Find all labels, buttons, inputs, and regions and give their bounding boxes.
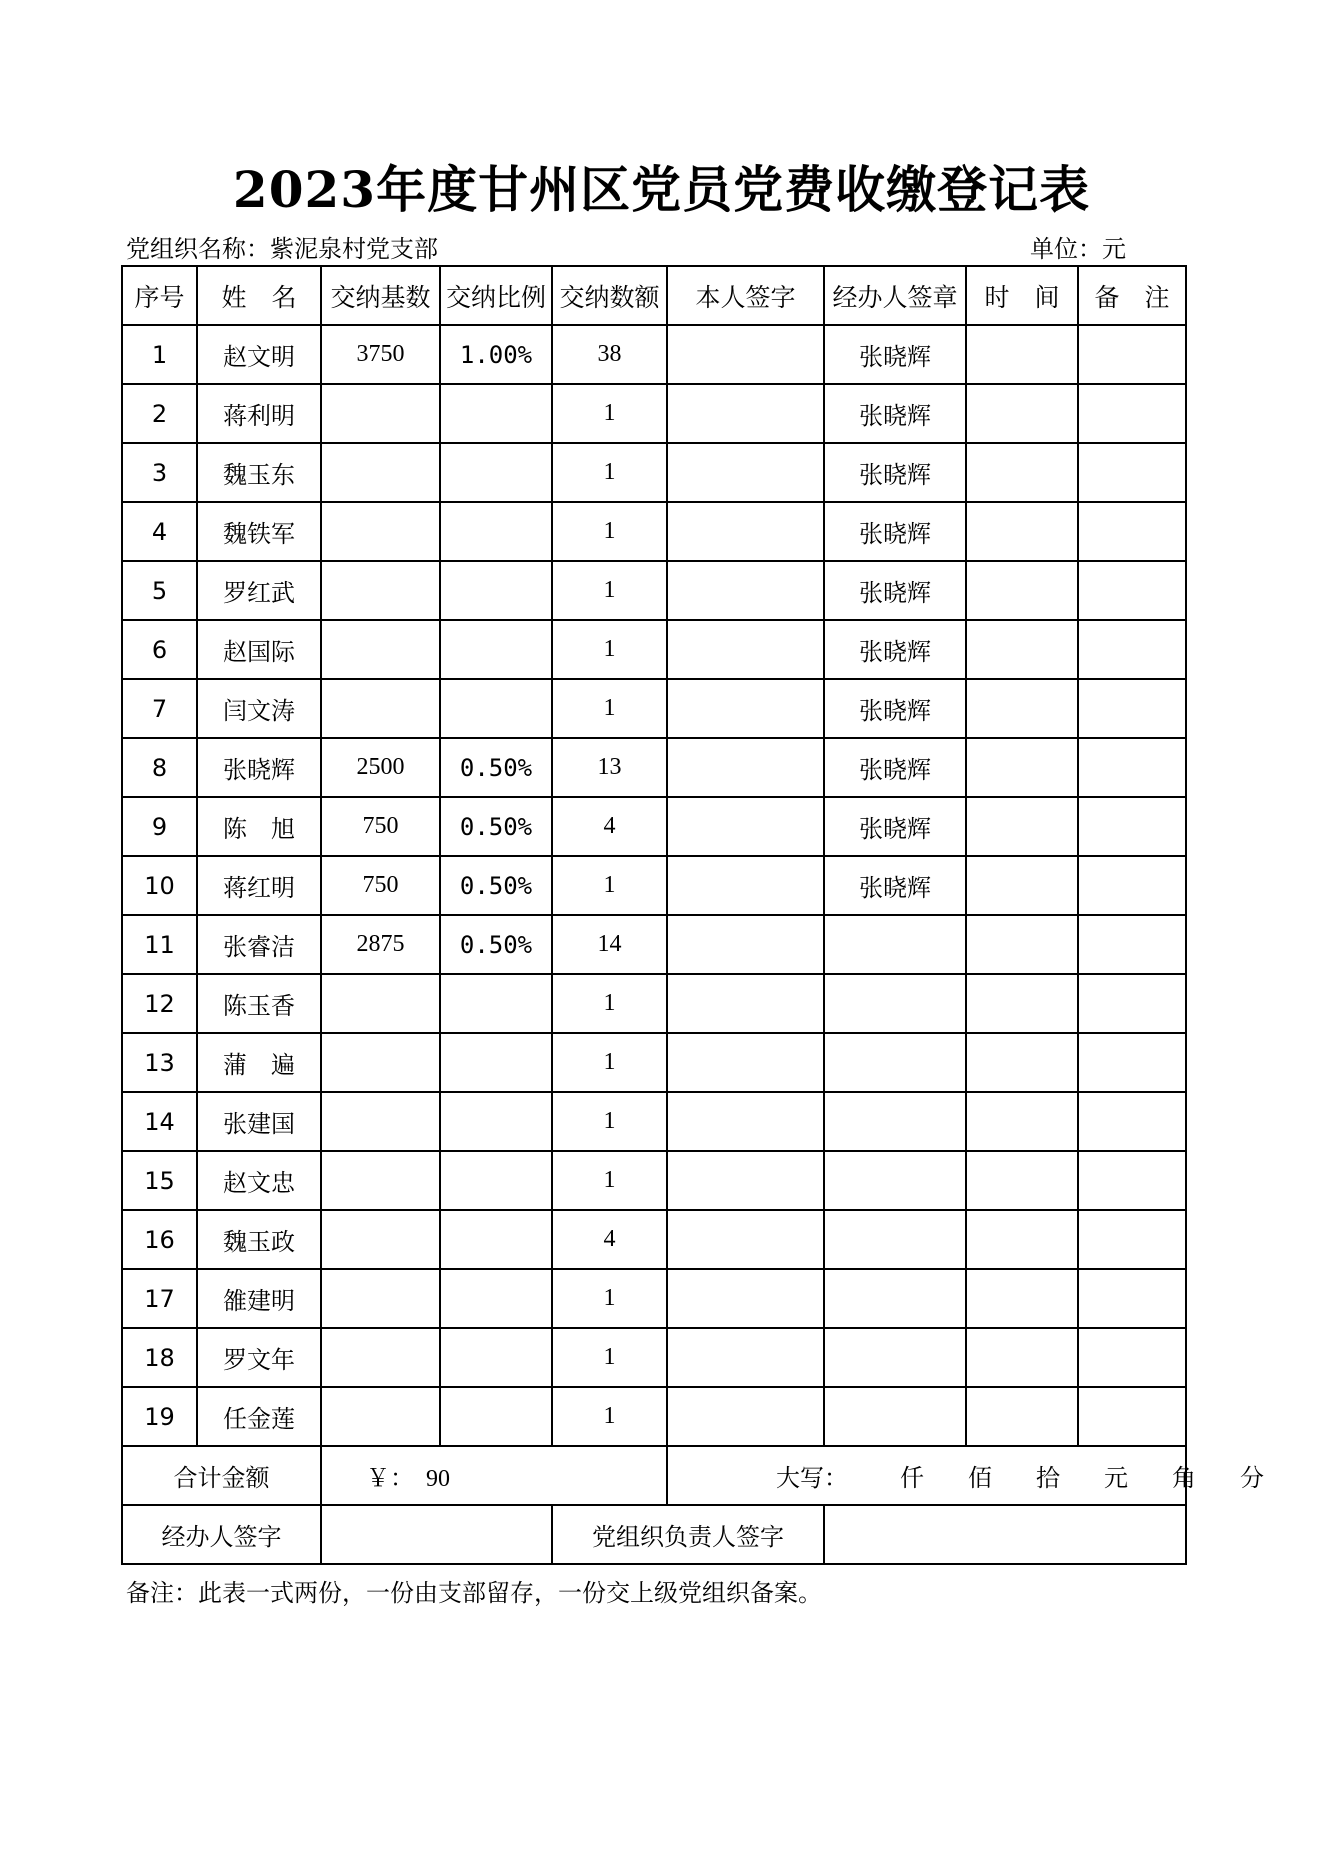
cell-index: 12 bbox=[122, 974, 197, 1033]
cell-remark[interactable] bbox=[1078, 738, 1186, 797]
cell-amount: 1 bbox=[552, 384, 667, 443]
cell-handler bbox=[824, 1269, 966, 1328]
cell-index: 4 bbox=[122, 502, 197, 561]
cell-remark[interactable] bbox=[1078, 1328, 1186, 1387]
cell-amount: 1 bbox=[552, 974, 667, 1033]
cell-time[interactable] bbox=[966, 856, 1078, 915]
cell-time[interactable] bbox=[966, 561, 1078, 620]
cell-amount: 1 bbox=[552, 502, 667, 561]
table-row bbox=[122, 1328, 1186, 1387]
cell-amount: 1 bbox=[552, 679, 667, 738]
cell-time[interactable] bbox=[966, 738, 1078, 797]
table-row bbox=[122, 974, 1186, 1033]
cell-ratio bbox=[440, 1033, 552, 1092]
cell-time[interactable] bbox=[966, 1033, 1078, 1092]
cell-base: 3750 bbox=[321, 325, 440, 384]
footnote: 备注：此表一式两份，一份由支部留存，一份交上级党组织备案。 bbox=[126, 1581, 822, 1607]
cell-time[interactable] bbox=[966, 443, 1078, 502]
cell-amount: 1 bbox=[552, 443, 667, 502]
cell-remark[interactable] bbox=[1078, 502, 1186, 561]
cell-remark[interactable] bbox=[1078, 797, 1186, 856]
cell-self-sign[interactable] bbox=[667, 1151, 824, 1210]
cell-ratio bbox=[440, 1387, 552, 1446]
cell-self-sign[interactable] bbox=[667, 1387, 824, 1446]
cell-ratio bbox=[440, 443, 552, 502]
cell-name: 张睿洁 bbox=[197, 915, 321, 974]
cell-index: 5 bbox=[122, 561, 197, 620]
total-daxie bbox=[667, 1446, 1264, 1505]
cell-amount: 1 bbox=[552, 1151, 667, 1210]
leader-signature-label: 党组织负责人签字 bbox=[552, 1505, 824, 1564]
table-row bbox=[122, 384, 1186, 443]
cell-self-sign[interactable] bbox=[667, 384, 824, 443]
cell-handler: 张晓辉 bbox=[824, 384, 966, 443]
cell-self-sign[interactable] bbox=[667, 502, 824, 561]
cell-name: 陈 旭 bbox=[197, 797, 321, 856]
cell-self-sign[interactable] bbox=[667, 1210, 824, 1269]
cell-remark[interactable] bbox=[1078, 1092, 1186, 1151]
cell-amount: 1 bbox=[552, 1092, 667, 1151]
cell-self-sign[interactable] bbox=[667, 1269, 824, 1328]
cell-base bbox=[321, 443, 440, 502]
cell-handler: 张晓辉 bbox=[824, 738, 966, 797]
cell-index: 15 bbox=[122, 1151, 197, 1210]
cell-amount: 1 bbox=[552, 1269, 667, 1328]
cell-base bbox=[321, 1210, 440, 1269]
header-index: 序号 bbox=[122, 266, 197, 325]
cell-remark[interactable] bbox=[1078, 443, 1186, 502]
cell-amount: 4 bbox=[552, 797, 667, 856]
daxie-unit: 元 bbox=[1104, 1466, 1128, 1492]
cell-time[interactable] bbox=[966, 502, 1078, 561]
cell-amount: 1 bbox=[552, 1033, 667, 1092]
cell-self-sign[interactable] bbox=[667, 1092, 824, 1151]
cell-name: 罗文年 bbox=[197, 1328, 321, 1387]
cell-self-sign[interactable] bbox=[667, 679, 824, 738]
daxie-units bbox=[848, 1466, 1286, 1492]
cell-ratio bbox=[440, 1092, 552, 1151]
cell-base bbox=[321, 1092, 440, 1151]
cell-ratio bbox=[440, 1269, 552, 1328]
cell-name: 张建国 bbox=[197, 1092, 321, 1151]
cell-ratio bbox=[440, 384, 552, 443]
cell-name: 魏玉东 bbox=[197, 443, 321, 502]
cell-base: 750 bbox=[321, 797, 440, 856]
table-row bbox=[122, 561, 1186, 620]
daxie-unit: 分 bbox=[1240, 1466, 1264, 1492]
cell-amount: 4 bbox=[552, 1210, 667, 1269]
cell-base bbox=[321, 974, 440, 1033]
cell-name: 任金莲 bbox=[197, 1387, 321, 1446]
table-row bbox=[122, 797, 1186, 856]
cell-handler bbox=[824, 1328, 966, 1387]
table-row bbox=[122, 1033, 1186, 1092]
table-row bbox=[122, 1151, 1186, 1210]
cell-base bbox=[321, 561, 440, 620]
cell-time[interactable] bbox=[966, 1092, 1078, 1151]
cell-self-sign[interactable] bbox=[667, 915, 824, 974]
cell-ratio bbox=[440, 679, 552, 738]
cell-name: 魏铁军 bbox=[197, 502, 321, 561]
cell-handler: 张晓辉 bbox=[824, 443, 966, 502]
cell-handler bbox=[824, 1210, 966, 1269]
header-remark: 备 注 bbox=[1078, 266, 1186, 325]
header-self-sign: 本人签字 bbox=[667, 266, 824, 325]
daxie-unit: 仟 bbox=[900, 1466, 924, 1492]
header-handler-stamp: 经办人签章 bbox=[824, 266, 966, 325]
cell-name: 赵文忠 bbox=[197, 1151, 321, 1210]
cell-handler: 张晓辉 bbox=[824, 797, 966, 856]
cell-ratio bbox=[440, 502, 552, 561]
table-row bbox=[122, 443, 1186, 502]
cell-remark[interactable] bbox=[1078, 679, 1186, 738]
org-name-label: 党组织名称：紫泥泉村党支部 bbox=[126, 235, 438, 263]
cell-index: 19 bbox=[122, 1387, 197, 1446]
cell-handler: 张晓辉 bbox=[824, 620, 966, 679]
cell-ratio bbox=[440, 974, 552, 1033]
cell-remark[interactable] bbox=[1078, 620, 1186, 679]
table-row bbox=[122, 856, 1186, 915]
cell-remark[interactable] bbox=[1078, 384, 1186, 443]
cell-name: 蒋红明 bbox=[197, 856, 321, 915]
cell-handler: 张晓辉 bbox=[824, 856, 966, 915]
table-row bbox=[122, 325, 1186, 384]
cell-amount: 13 bbox=[552, 738, 667, 797]
cell-remark[interactable] bbox=[1078, 1033, 1186, 1092]
cell-index: 18 bbox=[122, 1328, 197, 1387]
cell-handler: 张晓辉 bbox=[824, 502, 966, 561]
handler-signature-label: 经办人签字 bbox=[122, 1505, 321, 1564]
header-base: 交纳基数 bbox=[321, 266, 440, 325]
cell-base: 2875 bbox=[321, 915, 440, 974]
cell-name: 闫文涛 bbox=[197, 679, 321, 738]
cell-amount: 1 bbox=[552, 1328, 667, 1387]
cell-ratio: 1.00% bbox=[440, 325, 552, 384]
cell-index: 7 bbox=[122, 679, 197, 738]
handler-signature-field[interactable] bbox=[321, 1505, 552, 1564]
cell-name: 赵文明 bbox=[197, 325, 321, 384]
header-amount: 交纳数额 bbox=[552, 266, 667, 325]
cell-amount: 38 bbox=[552, 325, 667, 384]
cell-handler bbox=[824, 1092, 966, 1151]
cell-handler: 张晓辉 bbox=[824, 325, 966, 384]
cell-base: 2500 bbox=[321, 738, 440, 797]
cell-name: 蒋利明 bbox=[197, 384, 321, 443]
cell-index: 9 bbox=[122, 797, 197, 856]
cell-self-sign[interactable] bbox=[667, 1033, 824, 1092]
cell-ratio bbox=[440, 1210, 552, 1269]
cell-handler bbox=[824, 1387, 966, 1446]
org-info-line bbox=[126, 234, 1186, 264]
cell-handler bbox=[824, 974, 966, 1033]
cell-name: 雒建明 bbox=[197, 1269, 321, 1328]
cell-base bbox=[321, 1269, 440, 1328]
table-body bbox=[122, 325, 1186, 1446]
cell-index: 6 bbox=[122, 620, 197, 679]
page-title: 2023年度甘州区党员党费收缴登记表 bbox=[232, 160, 1091, 219]
cell-base bbox=[321, 1328, 440, 1387]
header-name: 姓 名 bbox=[197, 266, 321, 325]
table-row bbox=[122, 620, 1186, 679]
leader-signature-field[interactable] bbox=[824, 1505, 1186, 1564]
table-row bbox=[122, 1092, 1186, 1151]
cell-index: 13 bbox=[122, 1033, 197, 1092]
cell-amount: 1 bbox=[552, 561, 667, 620]
cell-base bbox=[321, 1151, 440, 1210]
total-label: 合计金额 bbox=[122, 1446, 321, 1505]
cell-ratio bbox=[440, 620, 552, 679]
cell-time[interactable] bbox=[966, 915, 1078, 974]
header-time: 时 间 bbox=[966, 266, 1078, 325]
cell-ratio bbox=[440, 1151, 552, 1210]
cell-self-sign[interactable] bbox=[667, 738, 824, 797]
cell-remark[interactable] bbox=[1078, 856, 1186, 915]
table-row bbox=[122, 1269, 1186, 1328]
cell-index: 11 bbox=[122, 915, 197, 974]
cell-time[interactable] bbox=[966, 325, 1078, 384]
cell-self-sign[interactable] bbox=[667, 974, 824, 1033]
cell-index: 8 bbox=[122, 738, 197, 797]
cell-name: 魏玉政 bbox=[197, 1210, 321, 1269]
daxie-unit: 角 bbox=[1172, 1466, 1196, 1492]
daxie-unit: 拾 bbox=[1036, 1466, 1060, 1492]
cell-handler: 张晓辉 bbox=[824, 679, 966, 738]
cell-ratio bbox=[440, 1328, 552, 1387]
cell-base bbox=[321, 679, 440, 738]
cell-self-sign[interactable] bbox=[667, 1328, 824, 1387]
cell-name: 赵国际 bbox=[197, 620, 321, 679]
cell-name: 蒲 遍 bbox=[197, 1033, 321, 1092]
cell-index: 10 bbox=[122, 856, 197, 915]
cell-name: 张晓辉 bbox=[197, 738, 321, 797]
cell-time[interactable] bbox=[966, 1151, 1078, 1210]
table-header-row bbox=[122, 266, 1186, 325]
table-row bbox=[122, 502, 1186, 561]
cell-ratio: 0.50% bbox=[440, 856, 552, 915]
table-row bbox=[122, 1387, 1186, 1446]
cell-handler: 张晓辉 bbox=[824, 561, 966, 620]
cell-time[interactable] bbox=[966, 1387, 1078, 1446]
cell-amount: 14 bbox=[552, 915, 667, 974]
cell-self-sign[interactable] bbox=[667, 620, 824, 679]
cell-self-sign[interactable] bbox=[667, 561, 824, 620]
cell-self-sign[interactable] bbox=[667, 856, 824, 915]
cell-remark[interactable] bbox=[1078, 1210, 1186, 1269]
cell-name: 罗红武 bbox=[197, 561, 321, 620]
cell-time[interactable] bbox=[966, 384, 1078, 443]
cell-base bbox=[321, 384, 440, 443]
cell-ratio: 0.50% bbox=[440, 738, 552, 797]
cell-index: 17 bbox=[122, 1269, 197, 1328]
cell-index: 3 bbox=[122, 443, 197, 502]
cell-self-sign[interactable] bbox=[667, 797, 824, 856]
total-row bbox=[122, 1446, 1186, 1505]
table-row bbox=[122, 738, 1186, 797]
cell-self-sign[interactable] bbox=[667, 325, 824, 384]
unit-label: 单位：元 bbox=[1030, 235, 1126, 263]
cell-handler bbox=[824, 915, 966, 974]
cell-index: 16 bbox=[122, 1210, 197, 1269]
cell-base bbox=[321, 620, 440, 679]
header-ratio: 交纳比例 bbox=[440, 266, 552, 325]
cell-ratio: 0.50% bbox=[440, 915, 552, 974]
cell-time[interactable] bbox=[966, 974, 1078, 1033]
cell-time[interactable] bbox=[966, 1210, 1078, 1269]
cell-amount: 1 bbox=[552, 620, 667, 679]
cell-time[interactable] bbox=[966, 679, 1078, 738]
fee-register-table bbox=[121, 265, 1264, 1565]
cell-time[interactable] bbox=[966, 797, 1078, 856]
cell-remark[interactable] bbox=[1078, 974, 1186, 1033]
cell-time[interactable] bbox=[966, 1269, 1078, 1328]
table-row bbox=[122, 1210, 1186, 1269]
cell-base bbox=[321, 1387, 440, 1446]
cell-amount: 1 bbox=[552, 1387, 667, 1446]
cell-handler bbox=[824, 1033, 966, 1092]
cell-self-sign[interactable] bbox=[667, 443, 824, 502]
table-row bbox=[122, 679, 1186, 738]
cell-time[interactable] bbox=[966, 620, 1078, 679]
cell-base bbox=[321, 1033, 440, 1092]
cell-handler bbox=[824, 1151, 966, 1210]
cell-name: 陈玉香 bbox=[197, 974, 321, 1033]
cell-remark[interactable] bbox=[1078, 915, 1186, 974]
daxie-unit: 佰 bbox=[968, 1466, 992, 1492]
cell-ratio bbox=[440, 561, 552, 620]
cell-ratio: 0.50% bbox=[440, 797, 552, 856]
cell-remark[interactable] bbox=[1078, 325, 1186, 384]
cell-remark[interactable] bbox=[1078, 561, 1186, 620]
cell-remark[interactable] bbox=[1078, 1269, 1186, 1328]
cell-time[interactable] bbox=[966, 1328, 1078, 1387]
daxie-label: 大写： bbox=[776, 1466, 848, 1492]
total-value: ￥： 90 bbox=[321, 1446, 667, 1505]
cell-index: 14 bbox=[122, 1092, 197, 1151]
cell-index: 1 bbox=[122, 325, 197, 384]
cell-index: 2 bbox=[122, 384, 197, 443]
cell-amount: 1 bbox=[552, 856, 667, 915]
cell-base bbox=[321, 502, 440, 561]
cell-base: 750 bbox=[321, 856, 440, 915]
cell-remark[interactable] bbox=[1078, 1151, 1186, 1210]
signature-row bbox=[122, 1505, 1186, 1564]
table-row bbox=[122, 915, 1186, 974]
cell-remark[interactable] bbox=[1078, 1387, 1186, 1446]
